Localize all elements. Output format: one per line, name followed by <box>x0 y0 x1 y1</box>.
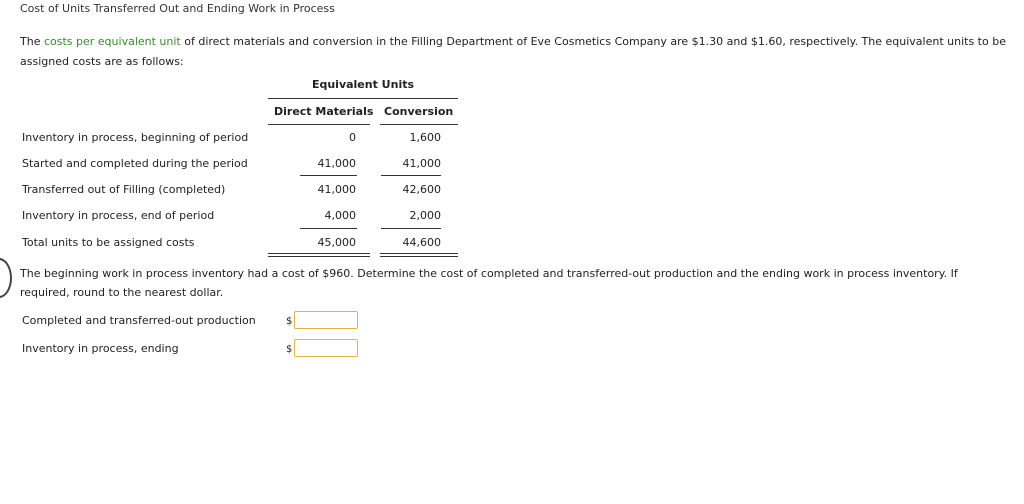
currency-symbol: $ <box>286 316 293 327</box>
double-underline-dm-1 <box>268 253 370 254</box>
row-value-direct-materials: 0 <box>349 131 356 144</box>
row-value-conversion: 2,000 <box>409 209 441 222</box>
header-divider <box>268 98 458 99</box>
column-header-conversion: Conversion <box>384 105 454 118</box>
row-value-direct-materials: 41,000 <box>317 183 356 196</box>
row-value-direct-materials: 41,000 <box>317 157 356 170</box>
column-divider-dm <box>268 124 370 125</box>
double-underline-conv-2 <box>380 256 458 257</box>
completed-transferred-out-input[interactable] <box>294 311 358 329</box>
total-divider-dm <box>300 228 357 229</box>
row-value-conversion: 41,000 <box>402 157 441 170</box>
double-underline-conv-1 <box>380 253 458 254</box>
row-label: Inventory in process, end of period <box>22 209 215 222</box>
row-value-conversion: 44,600 <box>402 236 441 249</box>
ending-inventory-input[interactable] <box>294 339 358 357</box>
page-title: Cost of Units Transferred Out and Ending Work in Process <box>20 2 335 15</box>
row-value-direct-materials: 4,000 <box>324 209 356 222</box>
currency-symbol: $ <box>286 344 293 355</box>
intro-prefix: The <box>20 35 44 48</box>
row-label: Started and completed during the period <box>22 157 248 170</box>
row-value-direct-materials: 45,000 <box>317 236 356 249</box>
double-underline-dm-2 <box>268 256 370 257</box>
column-divider-conv <box>380 124 458 125</box>
subtotal-divider-conv <box>381 175 441 176</box>
column-header-direct-materials: Direct Materials <box>274 105 374 118</box>
row-value-conversion: 1,600 <box>409 131 441 144</box>
intro-suffix: of direct materials and conversion in the Filling Department of Eve Cosmetics Company are $1.30 and $1.60, respectively. The equivalent units to be assigned costs are as follows: <box>20 35 1006 68</box>
row-value-conversion: 42,600 <box>402 183 441 196</box>
subtotal-divider-dm <box>300 175 357 176</box>
answer-label-completed: Completed and transferred-out production <box>22 314 256 327</box>
equivalent-units-header: Equivalent Units <box>311 78 415 91</box>
intro-paragraph <box>20 32 1020 72</box>
answer-label-ending-inventory: Inventory in process, ending <box>22 342 179 355</box>
question-text: The beginning work in process inventory had a cost of $960. Determine the cost of completed and transferred-out production and the ending work in process inventory. If required, round to the nearest dollar. <box>20 267 958 299</box>
row-label: Total units to be assigned costs <box>22 236 195 249</box>
row-label: Inventory in process, beginning of period <box>22 131 249 144</box>
row-label: Transferred out of Filling (completed) <box>22 183 226 196</box>
costs-per-equivalent-unit-link[interactable]: costs per equivalent unit <box>43 35 181 48</box>
question-marker <box>0 258 12 298</box>
total-divider-conv <box>381 228 441 229</box>
